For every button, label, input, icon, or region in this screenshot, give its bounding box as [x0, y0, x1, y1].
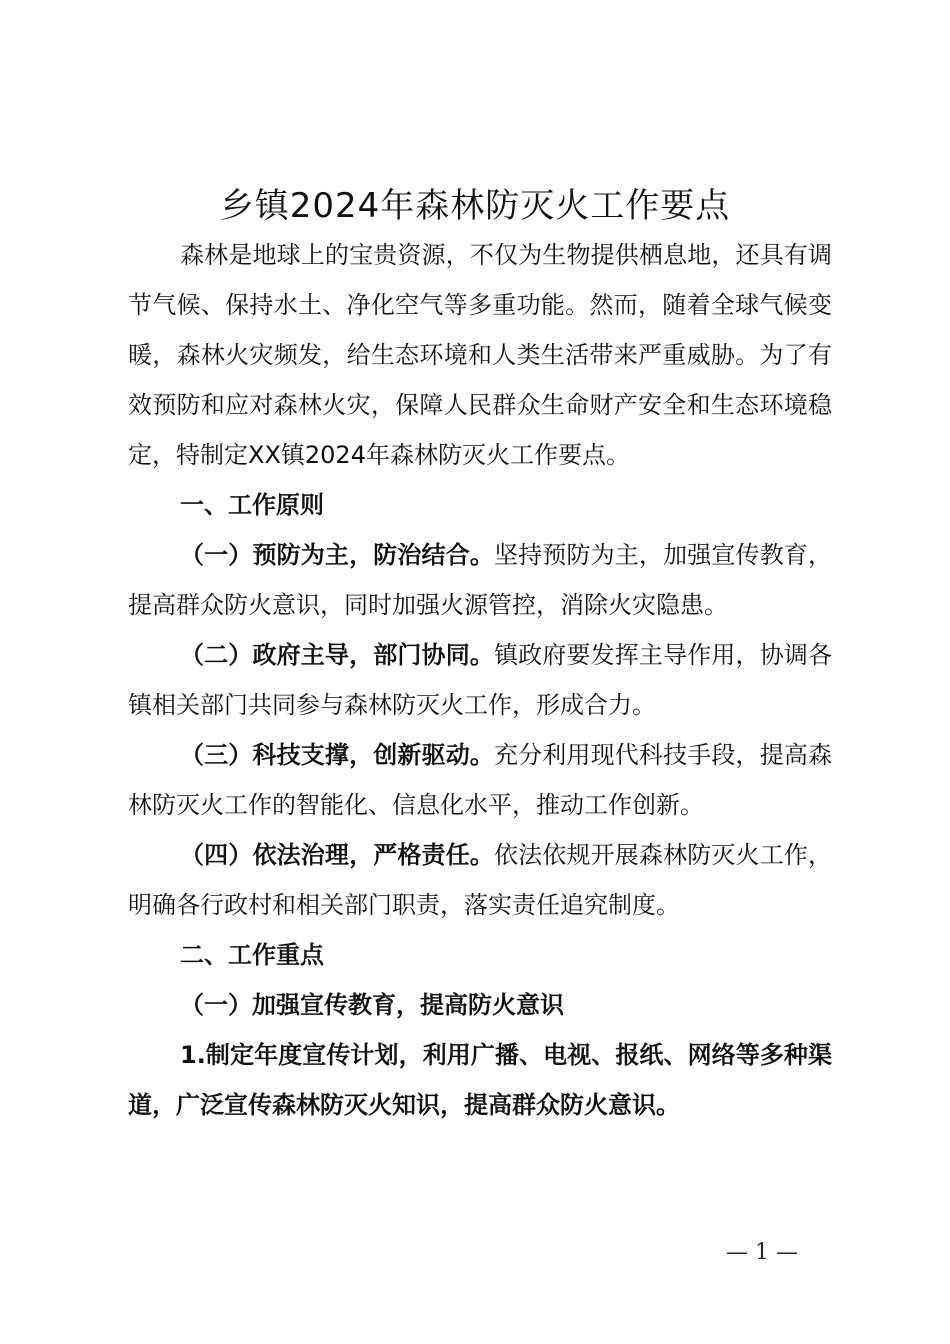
- principle-item: [128, 830, 832, 930]
- principle-text: 依法依规开展森林防灭火工作，明确各行政村和相关部门职责，落实责任追究制度。: [128, 841, 832, 919]
- principle-lead: （三）科技支撑，创新驱动。: [180, 741, 494, 769]
- principle-lead: （四）依法治理，严格责任。: [180, 841, 494, 869]
- principle-item: [128, 730, 832, 830]
- intro-paragraph: 森林是地球上的宝贵资源，不仅为生物提供栖息地，还具有调节气候、保持水土、净化空气等多重功能。然而，随着全球气候变暖，森林火灾频发，给生态环境和人类生活带来严重威胁。为了有效预防和应对森林火灾，保障人民群众生命财产安全和生态环境稳定，特制定XX镇2024年森林防灭火工作要点。: [128, 241, 832, 469]
- subsection-heading-publicity: （一）加强宣传教育，提高防火意识: [180, 991, 564, 1019]
- key-work-item: 1.制定年度宣传计划，利用广播、电视、报纸、网络等多种渠道，广泛宣传森林防灭火知识，提高群众防火意识。: [128, 1041, 832, 1119]
- principle-lead: （二）政府主导，部门协同。: [180, 641, 494, 669]
- principle-lead: （一）预防为主，防治结合。: [180, 541, 494, 569]
- document-body: [128, 230, 832, 1130]
- principle-text: 镇政府要发挥主导作用，协调各镇相关部门共同参与森林防灭火工作，形成合力。: [128, 641, 832, 719]
- page-number: — 1 —: [726, 1240, 798, 1265]
- section-heading-principles: 一、工作原则: [180, 491, 324, 519]
- section-heading-key-work: 二、工作重点: [180, 941, 324, 969]
- principle-item: [128, 630, 832, 730]
- principle-text: 坚持预防为主，加强宣传教育，提高群众防火意识，同时加强火源管控，消除火灾隐患。: [128, 541, 832, 619]
- principle-text: 充分利用现代科技手段，提高森林防灭火工作的智能化、信息化水平，推动工作创新。: [128, 741, 832, 819]
- principle-item: [128, 530, 832, 630]
- document-title: 乡镇2024年森林防灭火工作要点: [219, 186, 731, 226]
